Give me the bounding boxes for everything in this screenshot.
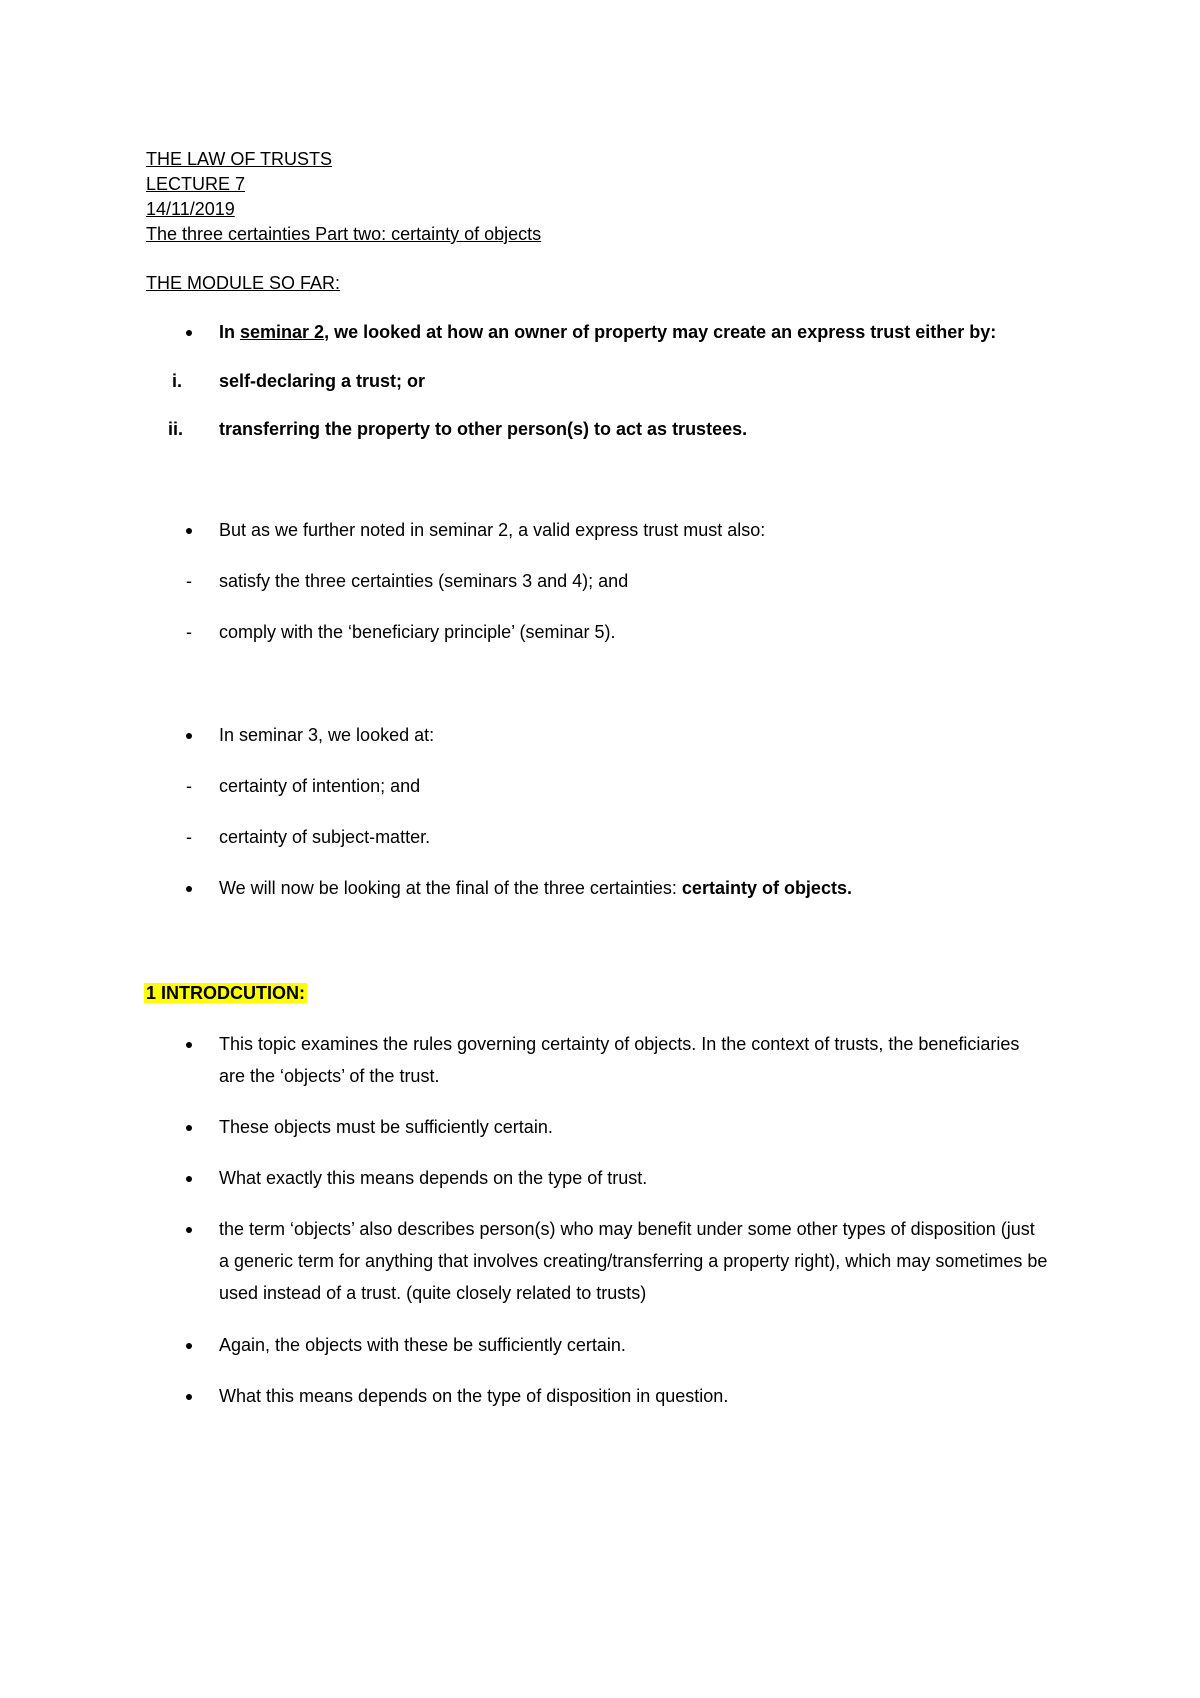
bullet-icon — [186, 528, 192, 534]
final-certainty-bold: certainty of objects. — [681, 878, 852, 898]
intro-bullet: What exactly this means depends on the type of trust. — [219, 1168, 648, 1188]
looked-at-item: certainty of subject-matter. — [219, 827, 431, 847]
lecture-date: 14/11/2019 — [146, 199, 235, 219]
bullet-icon — [186, 886, 192, 892]
bullet-icon — [186, 733, 192, 739]
roman-item: self-declaring a trust; or — [219, 371, 426, 391]
intro-bullet: These objects must be sufficiently certain. — [219, 1117, 553, 1137]
dash-marker: - — [186, 622, 192, 642]
seminar2-intro-prefix: In — [219, 322, 240, 342]
final-certainty-prefix: We will now be looking at the final of the three certainties: — [219, 878, 682, 898]
roman-item: transferring the property to other person(s) to act as trustees. — [219, 419, 748, 439]
dash-marker: - — [186, 827, 192, 847]
seminar2-further: But as we further noted in seminar 2, a valid express trust must also: — [219, 520, 766, 540]
seminar2-link: seminar 2 — [240, 322, 325, 342]
must-also-item: comply with the ‘beneficiary principle’ (seminar 5). — [219, 622, 616, 642]
roman-marker: i. — [172, 371, 183, 391]
bullet-icon — [186, 1343, 192, 1349]
bullet-icon — [186, 330, 192, 336]
intro-bullet: This topic examines the rules governing certainty of objects. In the context of trusts, the beneficiaries are the ‘objects’ of the trust. — [219, 1034, 1020, 1086]
document-title: THE LAW OF TRUSTS — [146, 149, 333, 169]
dash-marker: - — [186, 776, 192, 796]
lecture-subtitle: The three certainties Part two: certainty of objects — [146, 224, 542, 244]
must-also-item: satisfy the three certainties (seminars 3 and 4); and — [219, 571, 629, 591]
introduction-heading — [144, 982, 307, 1004]
seminar3-intro: In seminar 3, we looked at: — [219, 725, 435, 745]
seminar2-intro-suffix: , we looked at how an owner of property may create an express trust either by: — [324, 322, 997, 342]
looked-at-item: certainty of intention; and — [219, 776, 421, 796]
bullet-icon — [186, 1125, 192, 1131]
bullet-icon — [186, 1042, 192, 1048]
final-certainty — [219, 877, 852, 899]
intro-bullet: Again, the objects with these be sufficiently certain. — [219, 1335, 626, 1355]
introduction-heading-text: 1 INTRODCUTION: — [146, 983, 305, 1003]
seminar2-intro — [219, 321, 996, 343]
bullet-icon — [186, 1227, 192, 1233]
module-so-far-heading: THE MODULE SO FAR: — [146, 273, 341, 293]
bullet-icon — [186, 1394, 192, 1400]
lecture-number: LECTURE 7 — [146, 174, 246, 194]
intro-bullet: the term ‘objects’ also describes person(s) who may benefit under some other types of disposition (just a generic term for anything that involves creating/transferring a property right), which may sometimes be used instead of a trust. (quite closely related to trusts) — [219, 1219, 1048, 1303]
bullet-icon — [186, 1176, 192, 1182]
intro-bullet: What this means depends on the type of disposition in question. — [219, 1386, 729, 1406]
dash-marker: - — [186, 571, 192, 591]
roman-marker: ii. — [168, 419, 184, 439]
